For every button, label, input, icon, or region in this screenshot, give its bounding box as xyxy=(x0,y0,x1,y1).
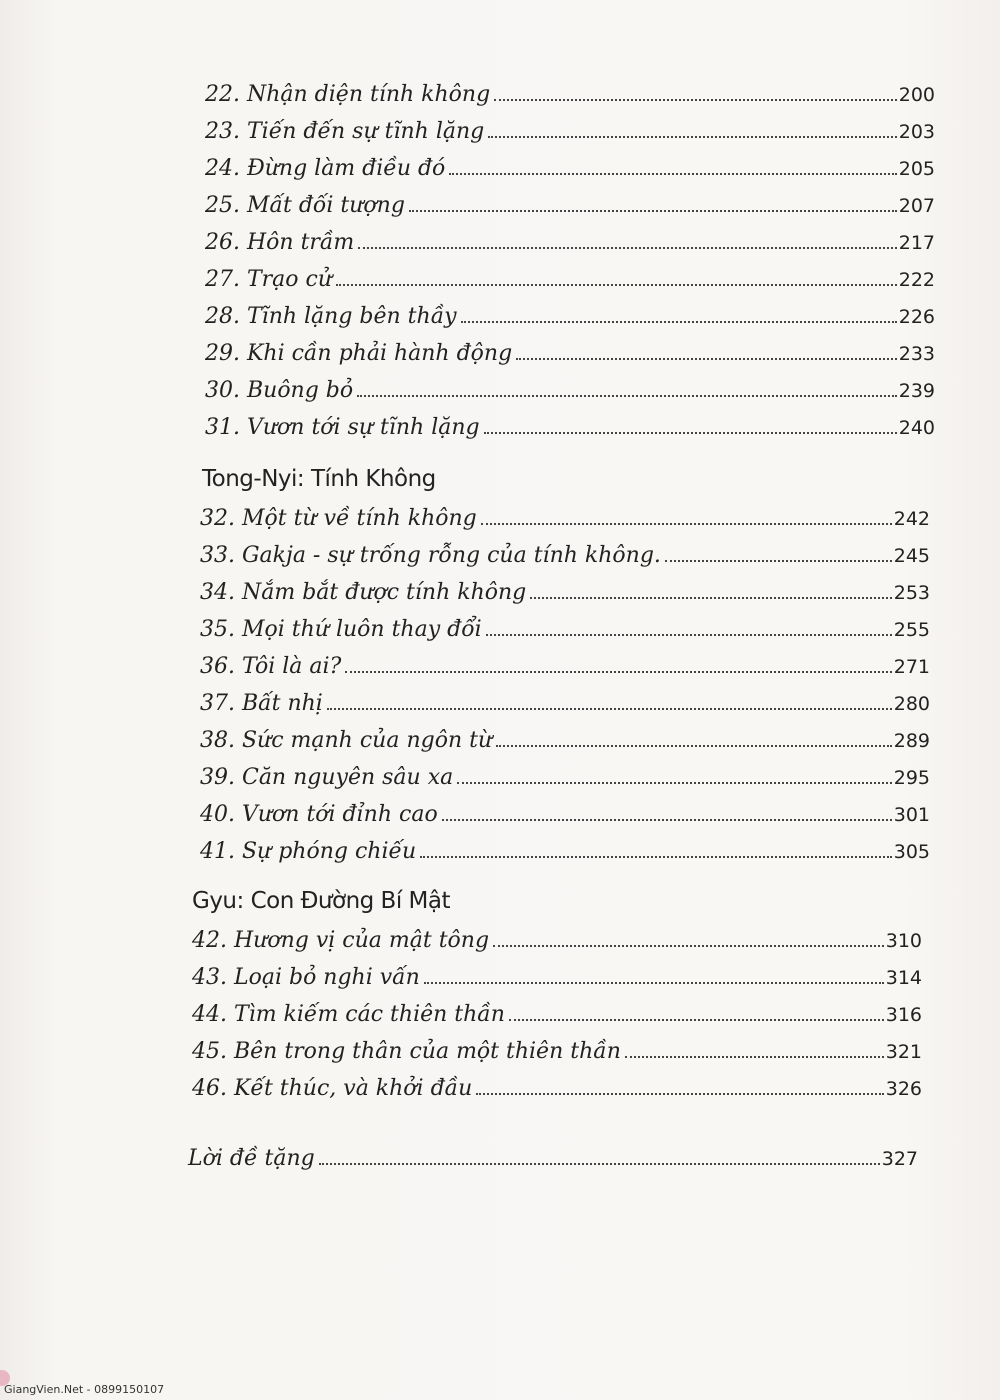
toc-entry-page: 207 xyxy=(898,195,935,217)
toc-entry-title: 34. Nắm bắt được tính không xyxy=(200,580,527,605)
toc-entry[interactable] xyxy=(205,403,935,440)
toc-entry-title: 25. Mất đối tượng xyxy=(205,193,405,218)
leader-dots xyxy=(530,597,891,599)
toc-entry[interactable] xyxy=(205,218,935,255)
toc-entry-title: 35. Mọi thứ luôn thay đổi xyxy=(200,617,482,642)
leader-dots xyxy=(486,634,892,636)
leader-dots xyxy=(516,358,897,360)
toc-entry-page: 253 xyxy=(893,582,930,604)
toc-section-1 xyxy=(205,70,935,440)
toc-entry-title: 24. Đừng làm điều đó xyxy=(205,156,446,181)
toc-entry-page: 280 xyxy=(893,693,930,715)
toc-entry-page: 316 xyxy=(885,1004,922,1026)
toc-entry-title: 42. Hương vị của mật tông xyxy=(192,928,490,953)
toc-entry-page: 242 xyxy=(893,508,930,530)
toc-entry-title: 31. Vươn tới sự tĩnh lặng xyxy=(205,415,480,440)
toc-entry-title: 45. Bên trong thân của một thiên thần xyxy=(192,1039,621,1064)
toc-entry[interactable] xyxy=(200,679,930,716)
leader-dots xyxy=(424,982,884,984)
part-heading-gyu: Gyu: Con Đường Bí Mật xyxy=(192,888,450,914)
toc-entry[interactable] xyxy=(205,366,935,403)
leader-dots xyxy=(625,1056,884,1058)
toc-entry-page: 301 xyxy=(893,804,930,826)
toc-entry-title: 37. Bất nhị xyxy=(200,691,323,716)
toc-entry-title: 44. Tìm kiếm các thiên thần xyxy=(192,1002,505,1027)
leader-dots xyxy=(457,782,892,784)
leader-dots xyxy=(336,284,897,286)
leader-dots xyxy=(420,856,892,858)
toc-entry[interactable] xyxy=(188,1134,918,1171)
toc-entry-page: 222 xyxy=(898,269,935,291)
toc-entry-page: 271 xyxy=(893,656,930,678)
toc-entry[interactable] xyxy=(200,827,930,864)
toc-entry-page: 200 xyxy=(898,84,935,106)
leader-dots xyxy=(488,136,897,138)
toc-entry-title: 38. Sức mạnh của ngôn từ xyxy=(200,728,493,753)
toc-entry-page: 295 xyxy=(893,767,930,789)
toc-entry[interactable] xyxy=(192,916,922,953)
toc-entry-page: 321 xyxy=(885,1041,922,1063)
leader-dots xyxy=(358,247,896,249)
toc-entry-page: 205 xyxy=(898,158,935,180)
toc-entry-title: 27. Trạo cử xyxy=(205,267,333,292)
leader-dots xyxy=(509,1019,884,1021)
toc-entry[interactable] xyxy=(205,329,935,366)
toc-entry[interactable] xyxy=(205,181,935,218)
toc-entry-title: 33. Gakja - sự trống rỗng của tính không. xyxy=(200,543,661,568)
toc-entry-title: 41. Sự phóng chiếu xyxy=(200,839,417,864)
toc-entry-page: 233 xyxy=(898,343,935,365)
toc-entry-page: 203 xyxy=(898,121,935,143)
toc-section-2 xyxy=(200,494,930,864)
toc-entry[interactable] xyxy=(192,1064,922,1101)
leader-dots xyxy=(484,432,897,434)
toc-entry-title: 40. Vươn tới đỉnh cao xyxy=(200,802,438,827)
toc-entry[interactable] xyxy=(192,990,922,1027)
toc-entry[interactable] xyxy=(200,716,930,753)
toc-entry-page: 289 xyxy=(893,730,930,752)
toc-entry[interactable] xyxy=(205,107,935,144)
part-heading-tong-nyi: Tong-Nyi: Tính Không xyxy=(202,466,436,492)
toc-entry[interactable] xyxy=(200,753,930,790)
toc-entry[interactable] xyxy=(200,790,930,827)
toc-entry[interactable] xyxy=(200,605,930,642)
toc-entry-title: 23. Tiến đến sự tĩnh lặng xyxy=(205,119,485,144)
toc-entry[interactable] xyxy=(205,70,935,107)
toc-entry-title: Lời đề tặng xyxy=(188,1146,315,1171)
leader-dots xyxy=(319,1163,880,1165)
toc-entry-title: 32. Một từ về tính không xyxy=(200,506,477,531)
toc-entry-title: 46. Kết thúc, và khởi đầu xyxy=(192,1076,473,1101)
toc-entry[interactable] xyxy=(192,953,922,990)
leader-dots xyxy=(496,745,892,747)
toc-entry-title: 26. Hôn trầm xyxy=(205,230,355,255)
leader-dots xyxy=(409,210,897,212)
leader-dots xyxy=(449,173,896,175)
leader-dots xyxy=(481,523,892,525)
leader-dots xyxy=(476,1093,883,1095)
toc-entry[interactable] xyxy=(192,1027,922,1064)
toc-entry-title: 43. Loại bỏ nghi vấn xyxy=(192,965,420,990)
leader-dots xyxy=(357,395,897,397)
toc-entry-page: 305 xyxy=(893,841,930,863)
toc-entry[interactable] xyxy=(200,568,930,605)
toc-entry[interactable] xyxy=(200,494,930,531)
watermark-text: GiangVien.Net - 0899150107 xyxy=(4,1383,165,1396)
leader-dots xyxy=(327,708,892,710)
toc-entry-page: 255 xyxy=(893,619,930,641)
toc-entry-title: 28. Tĩnh lặng bên thầy xyxy=(205,304,457,329)
toc-entry-page: 226 xyxy=(898,306,935,328)
toc-entry-page: 240 xyxy=(898,417,935,439)
leader-dots xyxy=(442,819,892,821)
toc-entry-title: 36. Tôi là ai? xyxy=(200,654,342,679)
toc-entry[interactable] xyxy=(200,531,930,568)
leader-dots xyxy=(461,321,897,323)
toc-entry-title: 39. Căn nguyên sâu xa xyxy=(200,765,454,790)
toc-entry-page: 327 xyxy=(881,1148,918,1170)
toc-section-3 xyxy=(192,916,922,1101)
leader-dots xyxy=(493,945,884,947)
toc-entry[interactable] xyxy=(205,144,935,181)
toc-entry[interactable] xyxy=(205,255,935,292)
toc-entry[interactable] xyxy=(205,292,935,329)
leader-dots xyxy=(345,671,891,673)
leader-dots xyxy=(494,99,897,101)
toc-entry-title: 22. Nhận diện tính không xyxy=(205,82,491,107)
toc-entry-page: 239 xyxy=(898,380,935,402)
toc-entry[interactable] xyxy=(200,642,930,679)
toc-entry-title: 29. Khi cần phải hành động xyxy=(205,341,513,366)
toc-entry-page: 245 xyxy=(893,545,930,567)
toc-entry-page: 314 xyxy=(885,967,922,989)
toc-entry-page: 217 xyxy=(898,232,935,254)
toc-entry-page: 310 xyxy=(885,930,922,952)
toc-entry-title: 30. Buông bỏ xyxy=(205,378,354,403)
toc-entry-page: 326 xyxy=(885,1078,922,1100)
toc-dedication xyxy=(188,1134,918,1171)
leader-dots xyxy=(665,560,892,562)
